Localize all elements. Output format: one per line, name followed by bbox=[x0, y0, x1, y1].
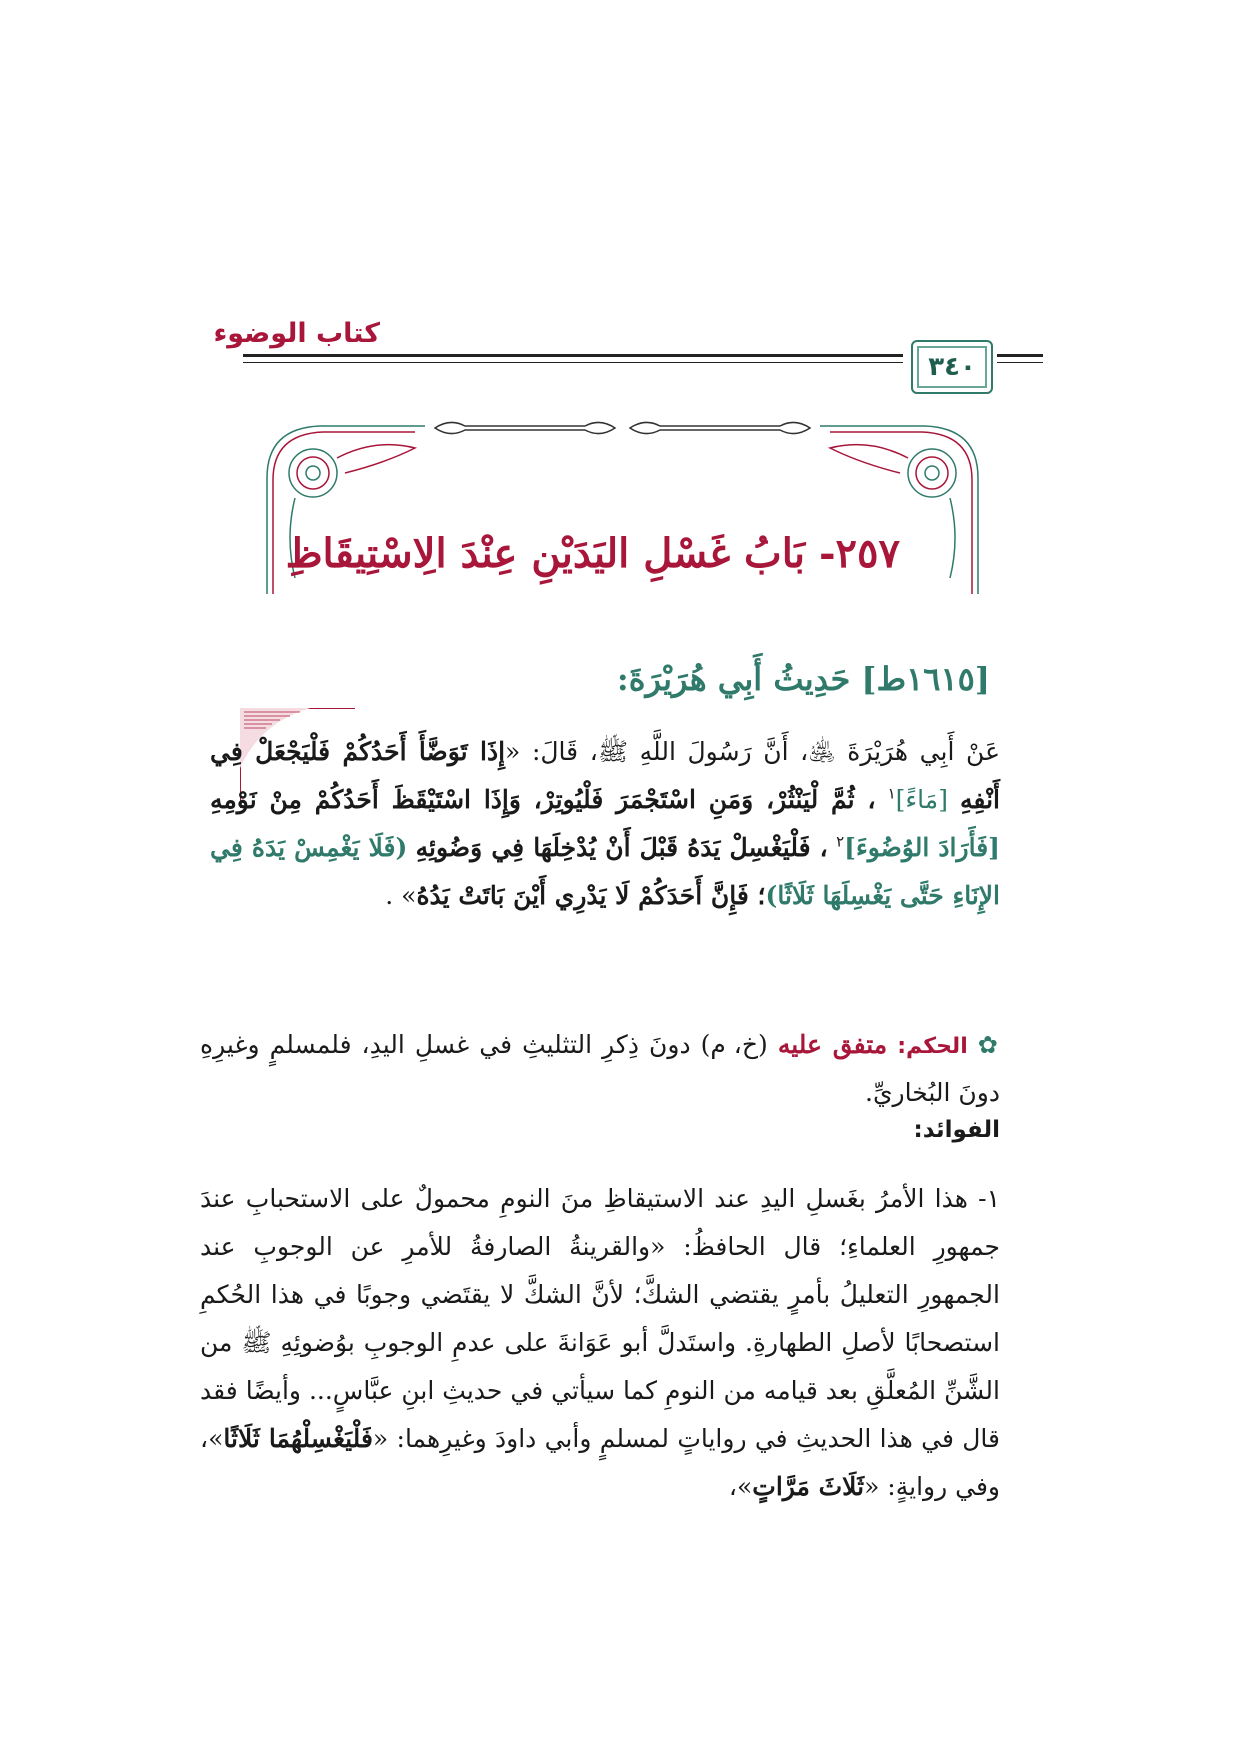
running-header-title: كتاب الوضوء bbox=[213, 318, 380, 349]
header-rule-right bbox=[997, 354, 1043, 357]
footnote-marker-2: ٢ bbox=[836, 832, 845, 851]
hadith-end: » . bbox=[385, 881, 417, 910]
benefits-heading: الفوائد: bbox=[913, 1117, 1000, 1143]
header-rule-left-thin bbox=[243, 362, 903, 363]
hadith-variant-1: [مَاءً] bbox=[895, 785, 948, 814]
ruling-value: متفق عليه bbox=[777, 1030, 888, 1059]
hadith-matn-4: ؛ فَإِنَّ أَحَدَكُمْ لَا يَدْرِي أَيْنَ بَاتَتْ يَدُهُ bbox=[416, 881, 766, 910]
hadith-variant-3: (فَلَا يَغْمِسْ يَدَهُ فِي الإِنَاءِ حَتَّى يَغْسِلَهَا ثَلَاثًا) bbox=[210, 833, 1000, 910]
benefit-1-text-2: »، وفي روايةٍ: « bbox=[200, 1424, 1000, 1501]
footnote-marker-1: ١ bbox=[887, 784, 896, 803]
hadith-matn-3: ، فَلْيَغْسِلْ يَدَهُ قَبْلَ أَنْ يُدْخِلَهَا فِي وَضُوئِهِ bbox=[415, 833, 828, 862]
top-cartouches bbox=[435, 422, 810, 433]
ruling-label: الحكم: bbox=[897, 1034, 968, 1059]
page-number: ٣٤٠ bbox=[928, 352, 976, 382]
page-number-box bbox=[911, 340, 993, 394]
benefit-1-quote-2: ثَلَاثَ مَرَّاتٍ bbox=[752, 1472, 865, 1501]
benefits-paragraph-1 bbox=[200, 1175, 1000, 1511]
hadith-variant-2: [فَأَرَادَ الوُضُوءَ] bbox=[844, 833, 1000, 862]
hadith-text bbox=[210, 728, 1000, 920]
header-rule-left bbox=[243, 354, 903, 357]
chapter-title: ٢٥٧- بَابُ غَسْلِ اليَدَيْنِ عِنْدَ الِاسْتِيقَاظِ bbox=[285, 530, 900, 577]
hadith-matn-1: إِذَا تَوَضَّأَ أَحَدُكُمْ فَلْيَجْعَلْ فِي أَنْفِهِ bbox=[210, 737, 1000, 814]
benefit-1-text: ١- هذا الأمرُ بغَسلِ اليدِ عند الاستيقاظِ منَ النومِ محمولٌ على الاستحبابِ عندَ جمهورِ العلماءِ؛ قال الحافظُ: «والقرينةُ الصارفةُ للأمرِ عن الوجوبِ عند الجمهورِ التعليلُ بأمرٍ يقتضي الشكَّ؛ لأنَّ الشكَّ لا يقتَضي وجوبًا في هذا الحُكمِ استصحابًا لأصلِ الطهارةِ. واستَدلَّ أبو عَوَانةَ على عدمِ الوجوبِ بوُضوئِهِ ﷺ من الشَّنِّ المُعلَّقِ بعد قيامه من النومِ كما سيأتي في حديثِ ابنِ عبَّاسٍ... وأيضًا فقد قال في هذا الحديثِ في رواياتٍ لمسلمٍ وأبي داودَ وغيرِهما: « bbox=[200, 1184, 1000, 1453]
benefit-1-text-3: »، bbox=[728, 1472, 753, 1501]
flower-icon: ✿ bbox=[977, 1031, 1000, 1059]
ruling-text: (خ، م) دونَ ذِكرِ التثليثِ في غسلِ اليدِ، فلمسلمٍ وغيرِهِ دونَ البُخاريِّ. bbox=[200, 1030, 1000, 1107]
header-rule-right-thin bbox=[997, 362, 1043, 363]
hadith-chain: عَنْ أَبِي هُرَيْرَةَ ﵁، أَنَّ رَسُولَ اللَّهِ ﷺ، قَالَ: « bbox=[505, 737, 1000, 766]
hadith-matn-2: ، ثُمَّ لْيَنْثُرْ، وَمَنِ اسْتَجْمَرَ فَلْيُوتِرْ، وَإِذَا اسْتَيْقَظَ أَحَدُكُمْ مِنْ نَوْمِهِ bbox=[210, 785, 876, 814]
ruling-paragraph bbox=[200, 1022, 1000, 1116]
benefit-1-quote-1: فَلْيَغْسِلْهُمَا ثَلَاثًا bbox=[223, 1424, 373, 1453]
hadith-label: [١٦١٥ط] حَدِيثُ أَبِي هُرَيْرَةَ: bbox=[616, 660, 990, 698]
